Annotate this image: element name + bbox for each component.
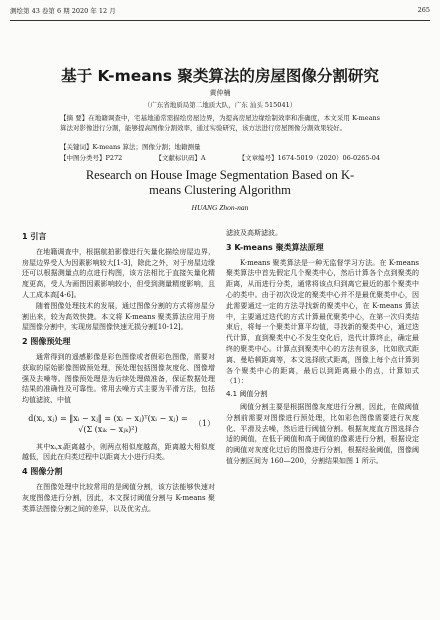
continued-line: 滤波及高斯滤波。	[226, 229, 282, 237]
page-number: 265	[417, 6, 430, 14]
section-2-paragraph-2: 其中xᵢ,xⱼ距离越小，则两点相似度越高，距离越大相似度越低，因此在归类过程中以距离大小进行归类。	[22, 442, 215, 462]
section-4-heading: 4 图像分割	[22, 467, 63, 477]
section-4-1-heading: 4.1 阈值分割	[226, 390, 268, 399]
classification-meta	[60, 153, 380, 162]
right-column	[226, 228, 419, 467]
author-chinese: 黄仲楠	[209, 89, 231, 97]
document-code: 【文献标识码】A	[155, 154, 206, 162]
article-number: 【文章编号】1674-5019（2020）06-0265-04	[238, 154, 380, 162]
section-4-1-paragraph-1: 阈值分割主要是根据图像灰度进行分割，因此，在做阈值分割前需要对图像进行预处理，比如彩色图像需要进行灰度化、平滑及去噪，然后进行阈值分割。根据灰度直方图选择合适的阈值，在低于阈值和高于阈值的像素进行分割，根据设定的阈值对灰度化过后的图像进行分割，根据经验阈值，图像阈值分割区间为 160—200，分割结果如图 1 所示。	[226, 402, 419, 465]
section-3-paragraph-1: K-means 聚类算法是一种无监督学习方法。在 K-means 聚类算法中首先假定几个聚类中心，然后计算各个点到聚类的距离，从而进行分类，通常将该点归到离它最近的那个聚类中心的类中。由于初次设定的聚类中心并不是最优聚类中心，因此需要通过一定的方法寻找新的聚类中心，在 K-means 算法中，主要通过迭代的方式计算最优聚类中心，在第一次归类结束后，将每一个聚类计算平均值，寻找新的聚类中心，通过迭代计算，直到聚类中心不发生变化后，迭代计算终止，确定最终的聚类中心。计算点到聚类中心的方法有很多，比如欧式距离、曼哈顿距离等，本文选择欧式距离，图像上每个点计算到各个聚类中心的距离，最后以到距离最小的点，计算如式（1）：	[226, 258, 419, 386]
section-1-paragraph-1: 在地籍调查中，根据航拍影像进行矢量化描绘房屋边界，房屋边界受人为因素影响较大[1-3]，除此之外，对于房屋边缘还可以根据测量点的点进行构图，该方法相比于直接矢量化精度更高，受人为画图因素影响较小，但受到测量精度影响，且人工成本高[4-6]。	[22, 247, 215, 299]
running-header	[10, 6, 430, 18]
abstract: 【摘 要】在地籍调查中，宅基地通常需描绘房屋边界，为提高房屋边缘绘制效率和准确度，本文采用 K-means 算法对影像进行分割，能够提高图像分割效率，通过实验研究，该方法进行房屋图像分割效果较好。	[60, 114, 380, 132]
author-english: HUANG Zhon-nan	[191, 203, 249, 212]
equation-1-body: d(xᵢ, xⱼ) = ‖xᵢ − xⱼ‖ = (xᵢ − xⱼ)ᵀ(xᵢ − xⱼ) = √(Σ (xᵢₖ − xⱼₖ)²)	[28, 413, 188, 434]
section-2-heading: 2 图像预处理	[22, 337, 71, 347]
section-1-paragraph-2: 随着图像处理技术的发展，通过图像分割的方式将房屋分割出来，较为高效快捷。本文将 K-means 聚类算法应用于房屋图像分割中，实现房屋图像快速无损分割[10-12]。	[22, 301, 215, 332]
left-column	[22, 228, 215, 514]
keywords: 【关键词】K-means 算法；图像分割；地籍测量	[60, 143, 201, 151]
section-3-heading: 3 K-means 聚类算法原理	[226, 242, 324, 252]
section-2-paragraph-1: 通常得到的遥感影像是彩色图像或者假彩色图像，需要对获取的原始影像图做预处理，预处理包括图像灰度化、图像增强及去噪等。图像预处理是为后续处理做准备，保证数据处理结果的准确性及可靠性。常用去噪方式主要为平滑方法，包括均值滤波、中值	[22, 352, 215, 405]
clc-number: 【中图分类号】P272	[60, 154, 123, 162]
section-4-paragraph-1: 在图像处理中比较常用的是阈值分割，该方法能够快速对灰度图像进行分割，因此，本文探讨阈值分割与 K-means 聚类算法图像分割之间的差异，以及优劣点。	[22, 482, 215, 513]
title-english: Research on House Image Segmentation Based on K-means Clustering Algorithm	[85, 168, 355, 197]
header-rule	[10, 20, 430, 21]
journal-info: 测绘第 43 卷第 6 期 2020 年 12 月	[10, 7, 116, 15]
equation-1	[22, 414, 215, 436]
section-1-heading: 1 引言	[22, 232, 47, 241]
equation-1-number: （1）	[193, 419, 215, 429]
affiliation-chinese: （广东省地质局第二地质大队，广东 汕头 515041）	[143, 101, 297, 109]
title-chinese: 基于 K-means 聚类算法的房屋图像分割研究	[61, 67, 379, 85]
